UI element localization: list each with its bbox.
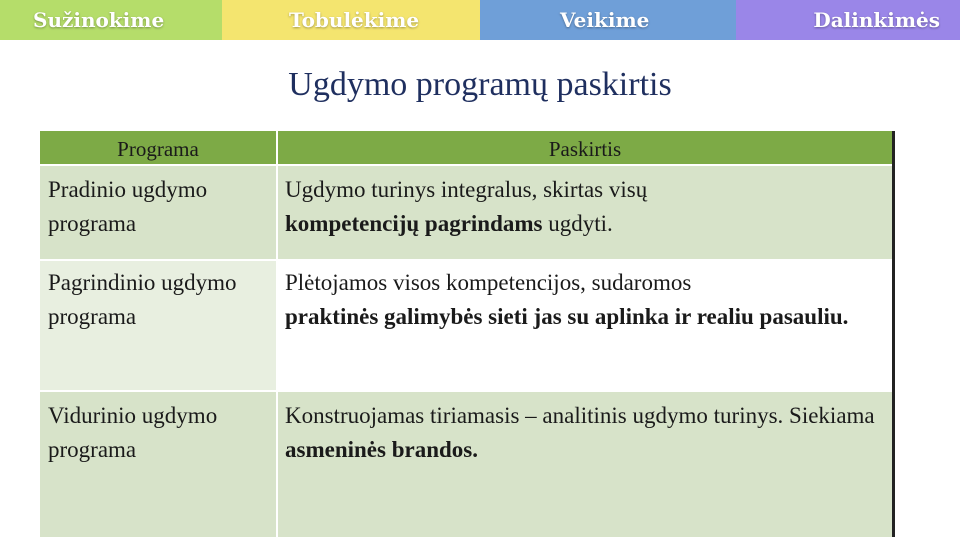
table-row: [40, 392, 892, 537]
program-purpose: [276, 261, 892, 390]
header-program: Programa: [117, 137, 199, 161]
purpose-text: Ugdymo turinys integralus, skirtas visų: [285, 177, 648, 202]
programs-table: [40, 131, 895, 537]
program-name: Pagrindinio ugdymo programa: [40, 261, 276, 390]
purpose-text: Plėtojamos visos kompetencijos, sudaromos: [285, 270, 692, 295]
slide-title: Ugdymo programų paskirtis: [288, 66, 672, 103]
program-name: Vidurinio ugdymo programa: [40, 392, 276, 537]
purpose-text: Konstruojamas tiriamasis – analitinis ugdymo turinys. Siekiama: [285, 403, 875, 428]
program-purpose: [276, 392, 892, 537]
purpose-emphasis: kompetencijų pagrindams: [285, 211, 543, 236]
tab-tobulekime[interactable]: Tobulėkime: [222, 0, 480, 40]
table-row: [40, 166, 892, 259]
tab-dalinkimes[interactable]: Dalinkimės: [736, 0, 960, 40]
top-navigation: [0, 0, 960, 40]
tab-suzinokime[interactable]: Sužinokime: [0, 0, 222, 40]
purpose-emphasis: asmeninės brandos.: [285, 437, 478, 462]
table-row: [40, 261, 892, 390]
purpose-emphasis: praktinės galimybės sieti jas su aplinka ir realiu pasauliu.: [285, 304, 849, 329]
program-name: Pradinio ugdymo programa: [40, 166, 276, 259]
program-purpose: [276, 166, 892, 259]
tab-veikime[interactable]: Veikime: [480, 0, 736, 40]
header-purpose: Paskirtis: [276, 131, 892, 164]
table-header-row: [40, 131, 892, 164]
purpose-text: ugdyti.: [542, 211, 613, 236]
